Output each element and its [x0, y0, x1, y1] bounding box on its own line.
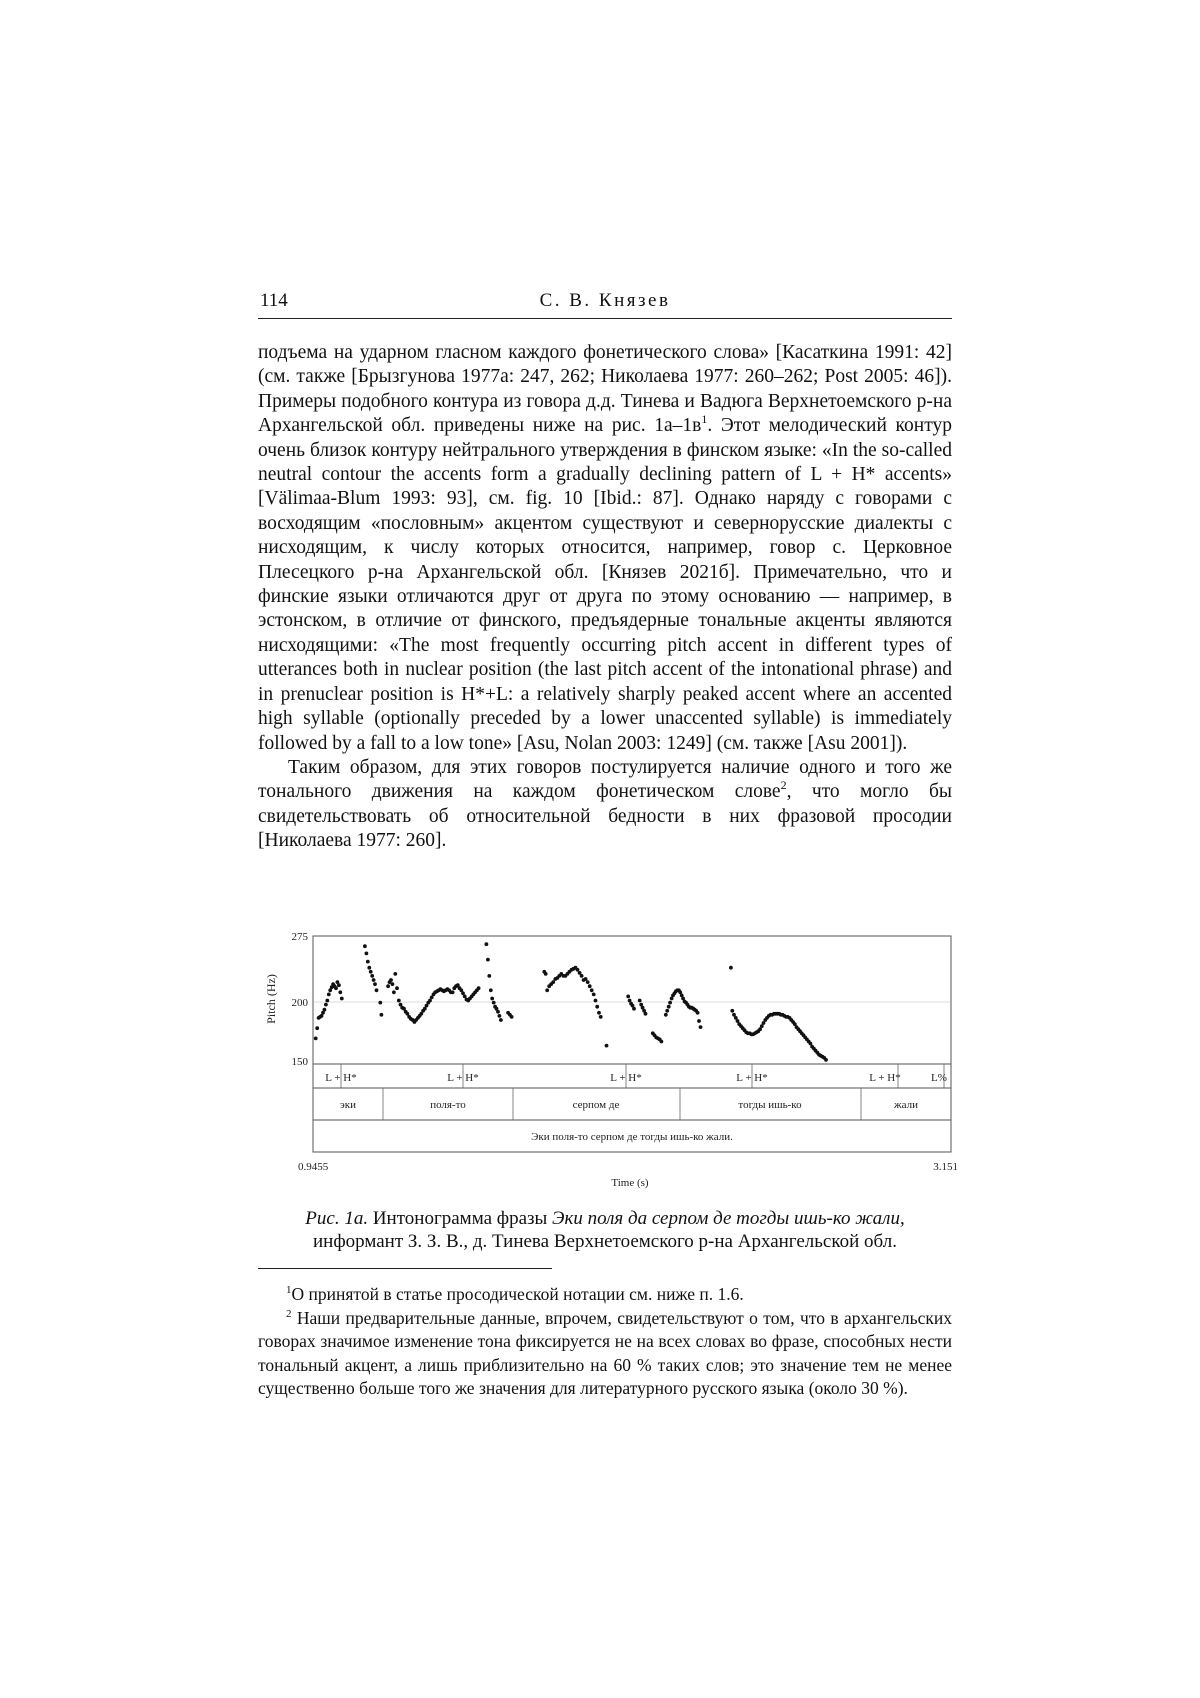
pitch-point — [660, 1040, 664, 1044]
pitch-point — [378, 1001, 382, 1005]
intonogram-figure — [258, 926, 958, 1196]
caption-text-a: Интонограмма фразы — [368, 1208, 553, 1229]
running-head-author: С. В. Князев — [539, 290, 671, 311]
pitch-point — [334, 986, 338, 990]
paragraph-1-part-a: подъема на ударном гласном каждого фонетического слова» [Касаткина 1991: 42] (см. также [Брызгунова 1977а: 247, 262; Николаева 1977: 260–262; Post 2005: 46]). Примеры подобного контура из говора д.д. Тинева и Вадюга Верхнетоемского р-на Архангельской обл. приведены ниже на рис. 1а–1в — [258, 342, 952, 437]
pitch-point — [477, 986, 481, 990]
pitch-point — [664, 1013, 668, 1017]
pitch-point — [327, 993, 331, 997]
pitch-point — [314, 1037, 318, 1041]
x-axis-label: Time (s) — [611, 1177, 649, 1189]
word-label-4: тогды ишь-ко — [738, 1099, 802, 1111]
tone-label-3: L + H* — [610, 1072, 642, 1084]
paragraph-2 — [258, 756, 952, 854]
pitch-point — [380, 1013, 384, 1017]
pitch-point — [451, 990, 455, 994]
pitch-point — [576, 968, 580, 972]
pitch-point — [391, 982, 395, 986]
pitch-point — [366, 960, 370, 964]
pitch-point — [486, 958, 490, 962]
pitch-point — [586, 980, 590, 984]
footnote-ref-2[interactable]: 2 — [780, 778, 787, 793]
pitch-point — [393, 972, 397, 976]
pitch-point — [665, 1009, 669, 1013]
pitch-point — [730, 1009, 734, 1013]
tone-label-5: L + H* — [869, 1072, 901, 1084]
y-tick-150: 150 — [291, 1056, 308, 1068]
paragraph-1-part-b: . Этот мелодический контур очень близок контуру нейтрального утверждения в финском языке: «In the so-called neutral contour the accents form a gradually declining pattern of L + H* accents» [Välimaa-Blum 1993: 93], см. fig. 10 [Ibid.: 87]. Однако наряду с говорами с восходящим «пословным» акцентом существуют и севернорусские диалекты с нисходящим, к числу которых относится, например, говор с. Церковное Плесецкого р-на Архангельской обл. [Князев 2021б]. Примечательно, что и финские языки отличаются друг от друга по этому основанию — например, в эстонском, в отличие от финского, предъядерные тональные акценты являются нисходящими: «The most frequently occurring pitch accent in different types of utterances both in nuclear position (the last pitch accent of the intonational phrase) and in prenuclear position is H*+L: a relatively sharply peaked accent where an accented high syllable (optionally preceded by a lower unaccented syllable) is immediately followed by a fall to a low tone» [Asu, Nolan 2003: 1249] (см. также [Asu 2001]). — [258, 415, 952, 754]
pitch-point — [545, 988, 549, 992]
tone-label-6: L% — [931, 1072, 947, 1084]
pitch-point — [375, 988, 379, 992]
pitch-point — [325, 999, 329, 1003]
pitch-point — [697, 1019, 701, 1023]
running-header — [258, 288, 952, 319]
word-label-5: жали — [894, 1099, 918, 1111]
footnote-2-mark: 2 — [286, 1307, 292, 1320]
pitch-point — [392, 990, 396, 994]
pitch-point — [485, 942, 489, 946]
pitch-point — [499, 1018, 503, 1022]
pitch-point — [632, 1007, 636, 1011]
tone-label-1: L + H* — [325, 1072, 357, 1084]
y-axis-label: Pitch (Hz) — [264, 974, 278, 1024]
pitch-point — [592, 993, 596, 997]
pitch-point — [363, 944, 367, 948]
footnotes — [258, 1283, 952, 1401]
pitch-point — [365, 952, 369, 956]
main-text — [258, 341, 952, 854]
pitch-point — [597, 1011, 601, 1015]
pitch-point — [729, 966, 733, 970]
pitch-point — [315, 1026, 319, 1030]
pitch-point — [595, 1005, 599, 1009]
pitch-point — [696, 1011, 700, 1015]
pitch-point — [594, 999, 598, 1003]
word-tier — [313, 1088, 951, 1120]
tone-label-2: L + H* — [447, 1072, 479, 1084]
pitch-point — [544, 972, 548, 976]
x-start-label: 0.9455 — [298, 1161, 329, 1173]
pitch-point — [667, 1005, 671, 1009]
phrase-tier — [313, 1120, 951, 1152]
tone-label-4: L + H* — [736, 1072, 768, 1084]
phrase-label: Эки поля-то серпом де тогды ишь-ко жали. — [531, 1131, 733, 1143]
pitch-point — [824, 1058, 828, 1062]
footnote-ref-1[interactable]: 1 — [701, 412, 708, 427]
paragraph-2-part-b: , что могло бы свидетельствовать об относительной бедности в них фразовой просодии [Николаева 1977: 260]. — [258, 781, 952, 852]
pitch-point — [626, 995, 630, 999]
caption-phrase: Эки поля да серпом де тогды ишь-ко жали — [552, 1208, 900, 1229]
pitch-point — [584, 977, 588, 981]
pitch-point — [699, 1025, 703, 1029]
pitch-point — [389, 978, 393, 982]
pitch-point — [638, 999, 642, 1003]
paragraph-2-part-a: Таким образом, для этих говоров постулируется наличие одного и того же тонального движения на каждом фонетическом слове — [258, 756, 952, 803]
caption-label: Рис. 1а. — [305, 1208, 369, 1229]
caption-line-2: информант З. З. В., д. Тинева Верхнетоемского р-на Архангельской обл. — [313, 1231, 897, 1252]
pitch-point — [599, 1015, 603, 1019]
pitch-point — [369, 970, 373, 974]
paragraph-1 — [258, 341, 952, 756]
pitch-point — [588, 984, 592, 988]
y-tick-275: 275 — [291, 931, 308, 943]
figure-caption — [258, 1207, 952, 1253]
footnote-1 — [258, 1283, 952, 1307]
pitch-point — [372, 978, 376, 982]
pitch-point — [340, 997, 344, 1001]
pitch-point — [397, 999, 401, 1003]
pitch-point — [324, 1003, 328, 1007]
pitch-point — [487, 974, 491, 978]
caption-text-b: , — [899, 1208, 905, 1229]
pitch-point — [590, 988, 594, 992]
pitch-point — [370, 974, 374, 978]
footnote-rule — [258, 1268, 552, 1269]
pitch-point — [605, 1044, 609, 1048]
pitch-track-panel — [313, 936, 951, 1064]
pitch-point — [338, 990, 342, 994]
word-label-2: поля-то — [430, 1099, 466, 1111]
pitch-point — [510, 1015, 514, 1019]
pitch-point — [386, 984, 390, 988]
pitch-point — [496, 1010, 500, 1014]
pitch-point — [492, 1001, 496, 1005]
pitch-point — [644, 1012, 648, 1016]
footnote-1-text: О принятой в статье просодической нотации см. ниже п. 1.6. — [291, 1284, 744, 1304]
tone-tier — [313, 1064, 951, 1088]
y-tick-200: 200 — [291, 997, 308, 1009]
x-end-label: 3.151 — [933, 1161, 958, 1173]
word-label-3: серпом де — [572, 1099, 620, 1111]
intonogram-chart — [258, 926, 958, 1196]
pitch-point — [580, 974, 584, 978]
pitch-point — [490, 997, 494, 1001]
pitch-point — [498, 1014, 502, 1018]
footnote-1-mark: 1 — [286, 1284, 292, 1296]
footnote-2-text: Наши предварительные данные, впрочем, свидетельствуют о том, что в архангельских говорах значимое изменение тона фиксируется не на всех словах во фразе, способных нести тональный акцент, а лишь приблизительно на 60 % таких слов; это значение тем не менее существенно больше того же значения для литературного русского языка (около 30 %). — [258, 1307, 952, 1398]
pitch-point — [373, 982, 377, 986]
page-number: 114 — [260, 290, 288, 311]
pitch-point — [337, 983, 341, 987]
pitch-point — [395, 986, 399, 990]
pitch-point — [367, 966, 371, 970]
word-label-1: эки — [340, 1099, 356, 1111]
pitch-point — [551, 980, 555, 984]
caption-line-1 — [258, 1207, 952, 1230]
footnote-2 — [258, 1307, 952, 1401]
pitch-point — [489, 988, 493, 992]
pitch-point — [323, 1008, 327, 1012]
pitch-point — [668, 1001, 672, 1005]
